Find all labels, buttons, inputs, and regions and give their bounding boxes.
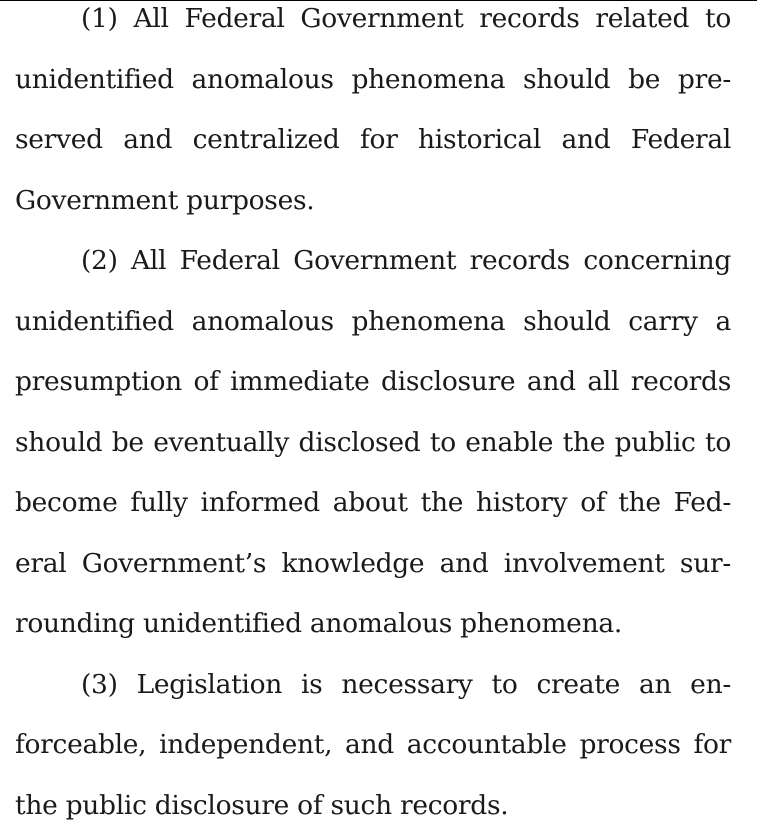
text-line: (1) All Federal Government records related to [15,0,731,50]
paragraph-1 [15,0,731,231]
document-body [15,0,731,836]
text-line: the public disclosure of such records. [15,776,731,836]
text-line: presumption of immediate disclosure and all records [15,352,731,413]
paragraph-2 [15,231,731,655]
paragraph-3 [15,655,731,836]
text-line: should be eventually disclosed to enable the public to [15,413,731,474]
text-line: served and centralized for historical and Federal [15,110,731,171]
text-line: become fully informed about the history of the Fed- [15,473,731,534]
text-line: rounding unidentified anomalous phenomena. [15,594,731,655]
text-line: forceable, independent, and accountable process for [15,715,731,776]
text-line: (3) Legislation is necessary to create an en- [15,655,731,716]
text-line: unidentified anomalous phenomena should carry a [15,292,731,353]
text-line: Government purposes. [15,171,731,232]
text-line: (2) All Federal Government records concerning [15,231,731,292]
text-line: eral Government’s knowledge and involvement sur- [15,534,731,595]
text-line: unidentified anomalous phenomena should be pre- [15,50,731,111]
